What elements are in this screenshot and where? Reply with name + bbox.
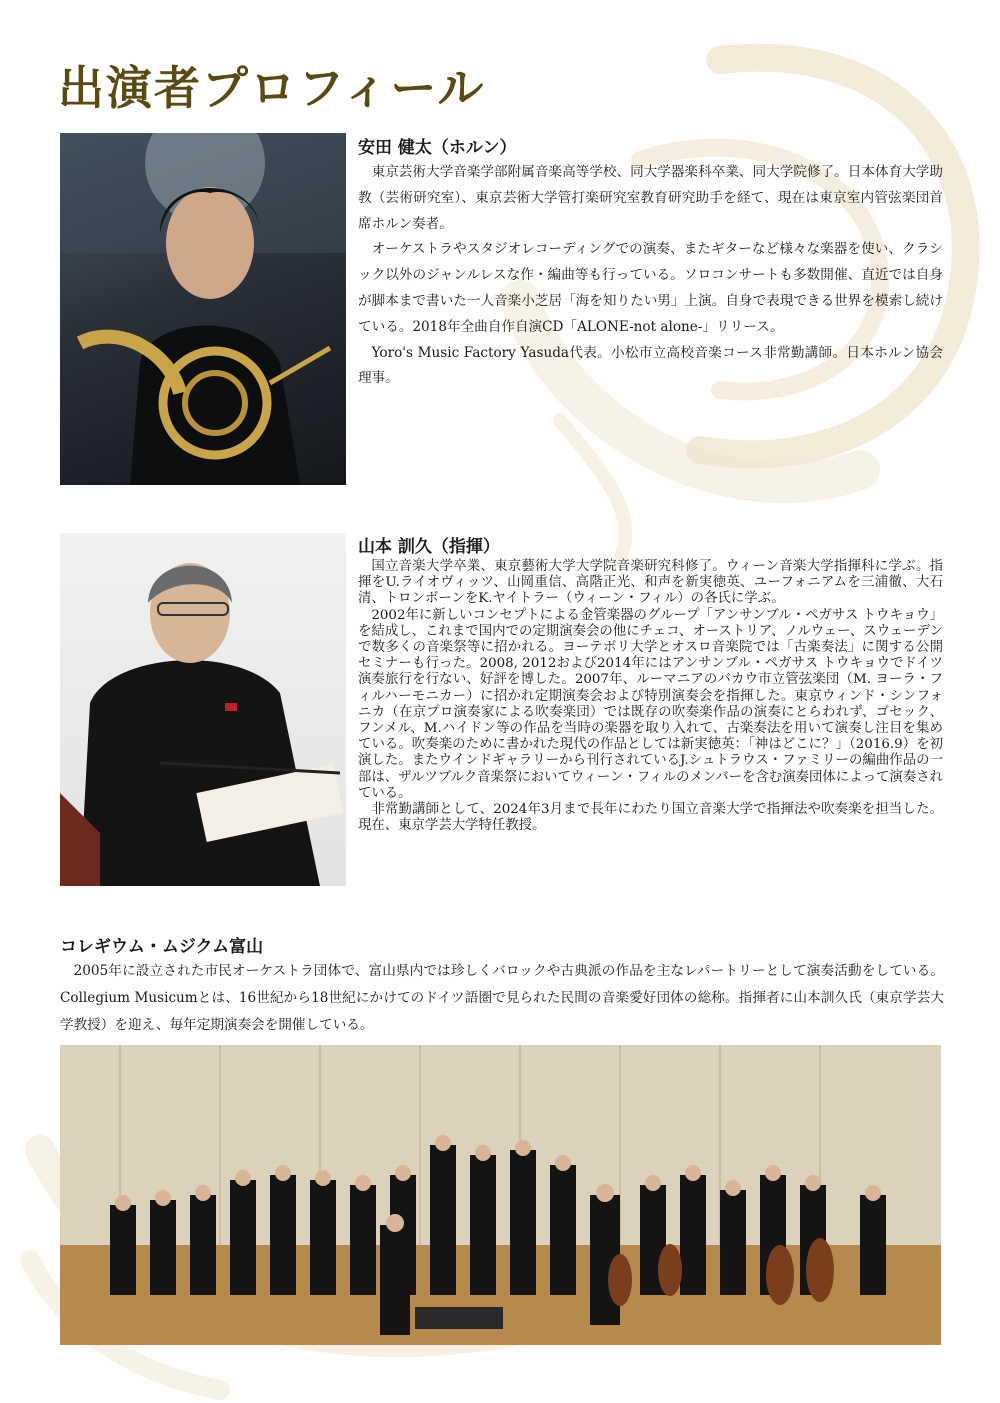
bio-paragraph: Yoro's Music Factory Yasuda代表。小松市立高校音楽コース非常勤講師。日本ホルン協会理事。: [358, 344, 943, 387]
yamamoto-portrait-photo: [60, 533, 346, 886]
bio-paragraph: 2002年に新しいコンセプトによる金管楽器のグループ「アンサンブル・ペガサス トウキョウ」を結成し、これまで国内での定期演奏会の他にチェコ、オーストリア、ノルウェー、スウェーデンで数多くの音楽祭等に招かれる。ヨーテボリ大学とオスロ音楽院では「古楽奏法」に関する公開セミナーも行った。2008, 2012および2014年にはアンサンブル・ペガサス トウキョウでドイツ演奏旅行を行ない、好評を博した。2007年、ルーマニアのバカウ市立管弦楽団（M. ヨーラ・フィルハーモニカー）に招かれ定期演奏会および特別演奏会を指揮した。東京ウィンド・シンフォニカ（在京プロ演奏家による吹奏楽団）では既存の吹奏楽作品の演奏にとらわれず、ゴセック、フンメル、M.ハイドン等の作品を当時の楽器を取り入れて、古楽奏法を用いて演奏し注目を集めている。吹奏楽のために書かれた現代の作品としては新実徳英：「神はどこに？」（2016.9）を初演した。またウインドギャラリーから刊行されているJ.シュトラウス・ファミリーの編曲作品の一部は、ザルツブルク音楽祭においてウィーン・フィルのメンバーを含む演奏団体によって演奏されている。: [358, 607, 943, 801]
orchestra-group-photo: [60, 1045, 941, 1345]
bio-paragraph: オーケストラやスタジオレコーディングでの演奏、またギターなど様々な楽器を使い、クラシック以外のジャンルレスな作・編曲等も行っている。ソロコンサートも多数開催、直近では自身が脚本まで書いた一人音楽小芝居「海を知りたい男」上演。自身で表現できる世界を模索し続けている。2018年全曲自作自演CD「ALONE-not alone-」リリース。: [358, 241, 943, 335]
page-title: 出演者プロフィール: [58, 61, 486, 115]
performer-name: 安田 健太（ホルン）: [358, 138, 517, 158]
bio-paragraph: 東京芸術大学音楽学部附属音楽高等学校、同大学器楽科卒業、同大学院修了。日本体育大学助教（芸術研究室）、東京芸術大学管打楽研究室教育研究助手を経て、現在は東京室内管弦楽団首席ホルン奏者。: [358, 164, 943, 232]
ensemble-title: コレギウム・ムジクム富山: [60, 937, 264, 957]
bio-paragraph: 国立音楽大学卒業、東京藝術大学大学院音楽研究科修了。ウィーン音楽大学指揮科に学ぶ。指揮をU.ライオヴィッツ、山岡重信、高階正光、和声を新実徳英、ユーフォニアムを三浦徹、大石清、トロンボーンをK.ヤイトラー（ウィーン・フィル）の各氏に学ぶ。: [358, 559, 943, 607]
performer-bio-yasuda: [358, 133, 943, 392]
yasuda-portrait-photo: [60, 133, 346, 485]
performer-bio-yamamoto: [358, 532, 943, 834]
performer-name: 山本 訓久（指揮）: [358, 537, 500, 557]
bio-paragraph: 非常勤講師として、2024年3月まで長年にわたり国立音楽大学で指揮法や吹奏楽を担当した。現在、東京学芸大学特任教授。: [358, 802, 943, 834]
ensemble-description: 2005年に設立された市民オーケストラ団体で、富山県内では珍しくバロックや古典派の作品を主なレパートリーとして演奏活動をしている。Collegium Musicumとは、16世紀から18世紀にかけてのドイツ語圏で見られた民間の音楽愛好団体の総称。指揮者に山本訓久氏（東京学芸大学教授）を迎え、毎年定期演奏会を開催している。: [60, 963, 944, 1033]
